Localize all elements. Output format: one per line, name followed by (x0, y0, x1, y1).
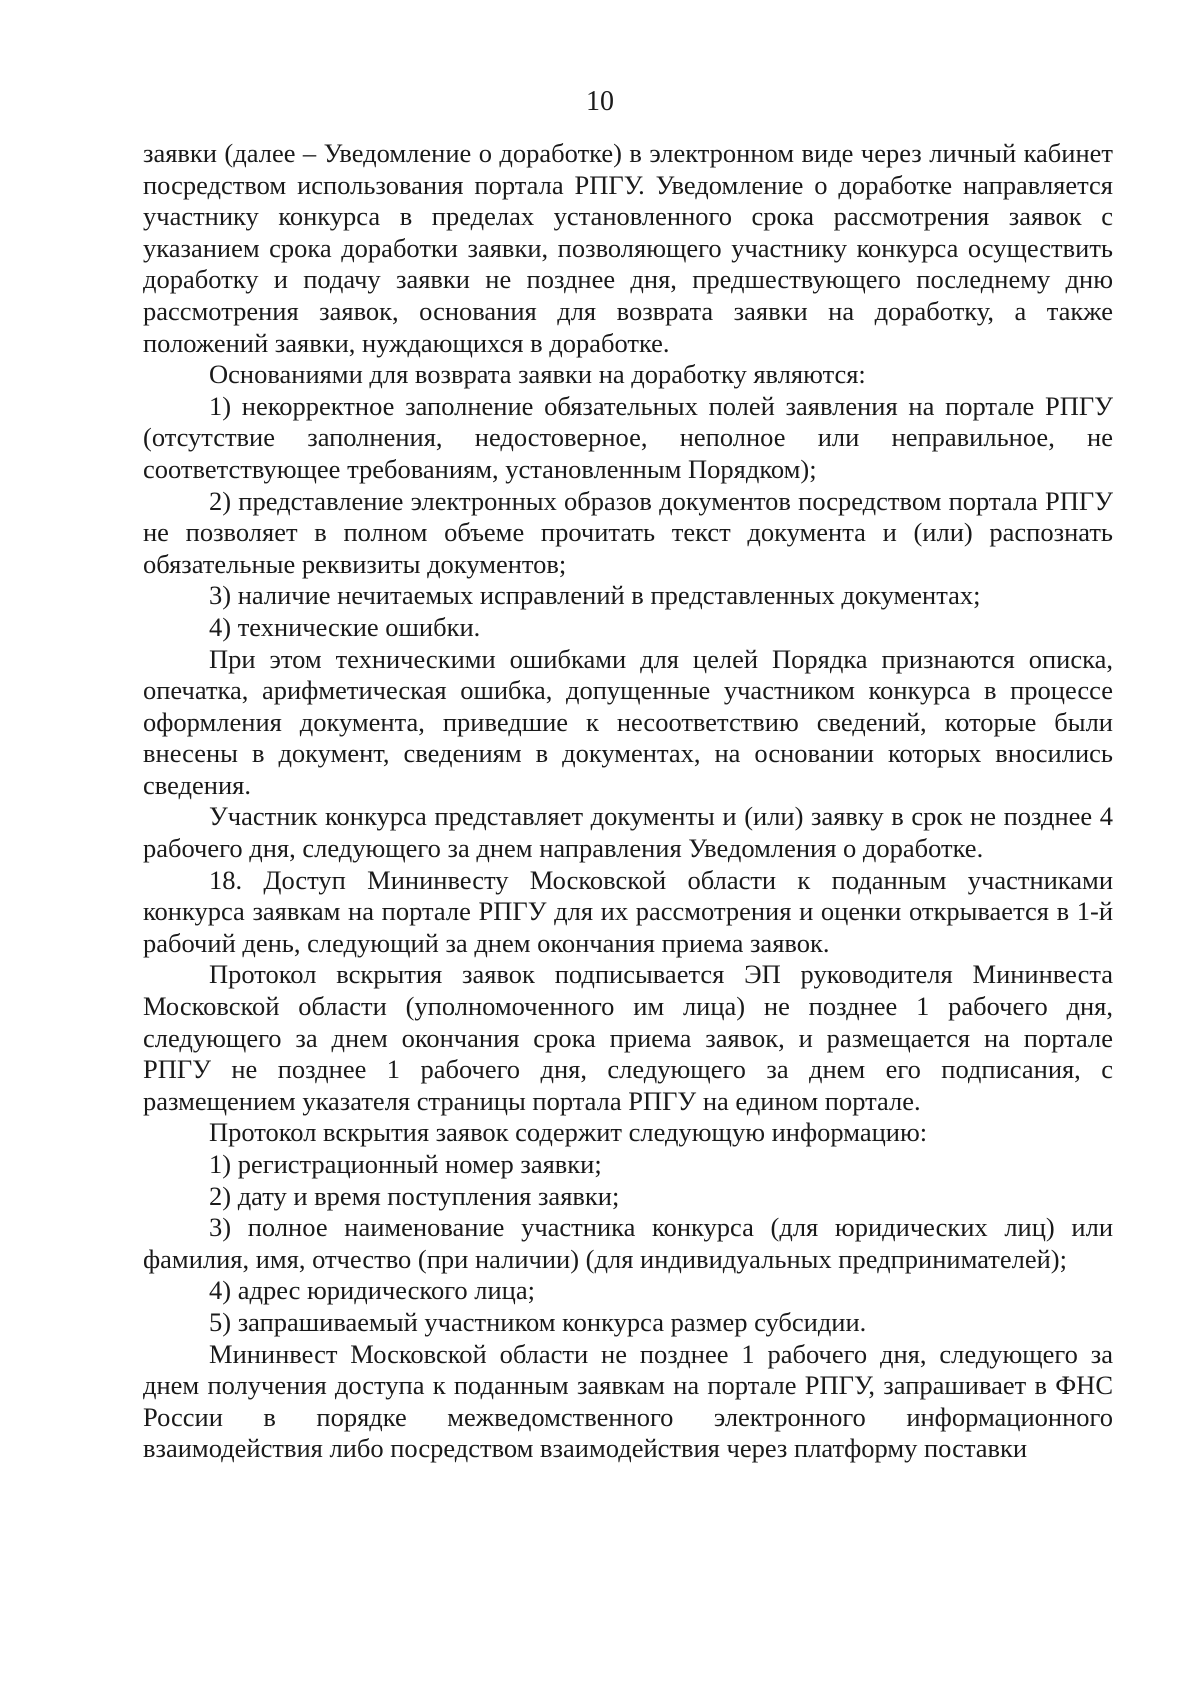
list-item: 1) некорректное заполнение обязательных полей заявления на портале РПГУ (отсутствие заполнения, недостоверное, неполное или неправильное, не соответствующее требованиям, установленным Порядком); (143, 390, 1113, 484)
paragraph: При этом техническими ошибками для целей Порядка признаются описка, опечатка, арифметическая ошибка, допущенные участником конкурса в процессе оформления документа, приведшие к несоответствию сведений, которые были внесены в документ, сведениям в документах, на основании которых вносились сведения. (143, 643, 1113, 800)
paragraph: Участник конкурса представляет документы и (или) заявку в срок не позднее 4 рабочего дня, следующего за днем направления Уведомления о доработке. (143, 801, 1113, 864)
list-item: 1) регистрационный номер заявки; (209, 1149, 602, 1179)
list-item: 3) полное наименование участника конкурса (для юридических лиц) или фамилия, имя, отчество (при наличии) (для индивидуальных предпринимателей); (143, 1212, 1113, 1274)
page-number: 10 (586, 86, 614, 117)
paragraph: Основаниями для возврата заявки на доработку являются: (209, 359, 866, 390)
list-item: 3) наличие нечитаемых исправлений в представленных документах; (209, 580, 981, 611)
paragraph: заявки (далее – Уведомление о доработке) в электронном виде через личный кабинет посредством использования портала РПГУ. Уведомление о доработке направляется участнику конкурса в пределах установленного срока рассмотрения заявок с указанием срока доработки заявки, позволяющего участнику конкурса осуществить доработку и подачу заявки не позднее дня, предшествующего последнему дню рассмотрения заявок, основания для возврата заявки на доработку, а также положений заявки, нуждающихся в доработке. (143, 138, 1113, 358)
paragraph: Протокол вскрытия заявок подписывается ЭП руководителя Мининвеста Московской области (уполномоченного им лица) не позднее 1 рабочего дня, следующего за днем окончания срока приема заявок, и размещается на портале РПГУ не позднее 1 рабочего дня, следующего за днем его подписания, с размещением указателя страницы портала РПГУ на едином портале. (143, 959, 1113, 1116)
document-body (143, 138, 1113, 1465)
section-paragraph: 18. Доступ Мининвесту Московской области к поданным участниками конкурса заявкам на портале РПГУ для их рассмотрения и оценки открывается в 1-й рабочий день, следующий за днем окончания приема заявок. (143, 864, 1113, 958)
paragraph: Мининвест Московской области не позднее 1 рабочего дня, следующего за днем получения доступа к поданным заявкам на портале РПГУ, запрашивает в ФНС России в порядке межведомственного электронного информационного взаимодействия либо посредством взаимодействия через платформу поставки (143, 1338, 1113, 1464)
list-item: 4) технические ошибки. (209, 611, 481, 642)
list-item: 4) адрес юридического лица; (209, 1275, 535, 1306)
list-item: 2) представление электронных образов документов посредством портала РПГУ не позволяет в полном объеме прочитать текст документа и (или) распознать обязательные реквизиты документов; (143, 485, 1113, 579)
list-item: 2) дату и время поступления заявки; (209, 1180, 620, 1211)
paragraph: Протокол вскрытия заявок содержит следующую информацию: (209, 1117, 928, 1148)
list-item: 5) запрашиваемый участником конкурса размер субсидии. (209, 1306, 867, 1337)
